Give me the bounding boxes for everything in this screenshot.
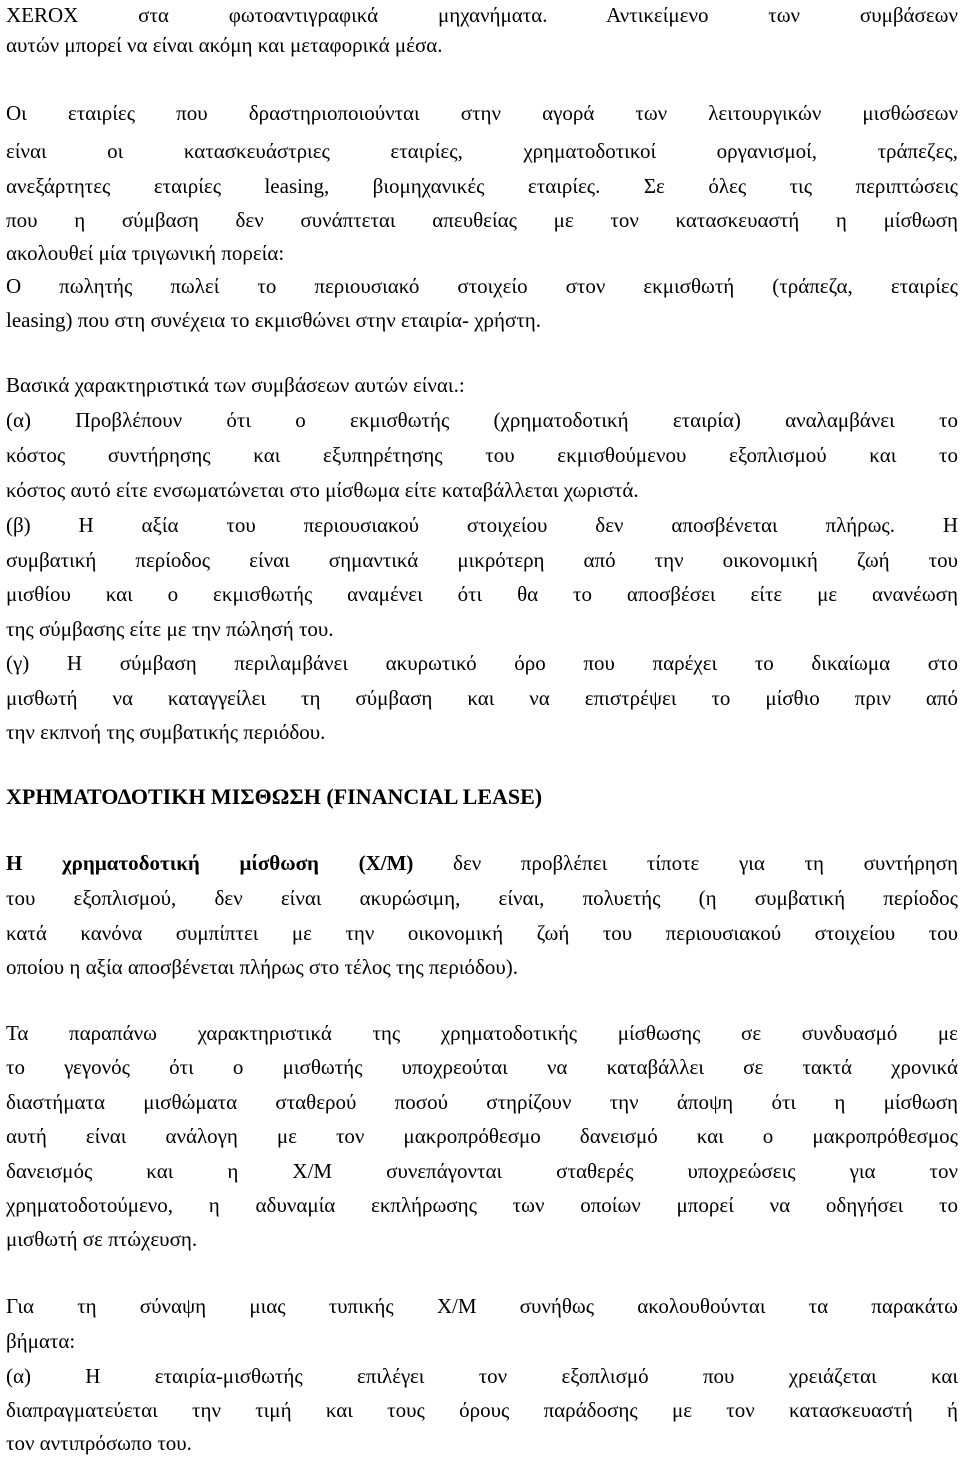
text-line: leasing) που στη συνέχεια το εκμισθώνει στην εταιρία- χρήστη.: [6, 308, 541, 332]
text-line: (β) Η αξία του περιουσιακού στοιχείου δεν αποσβένεται πλήρως. Η: [6, 513, 958, 537]
bold-term: Η χρηματοδοτική μίσθωση (Χ/Μ): [6, 851, 414, 875]
text-line: XEROX στα φωτοαντιγραφικά μηχανήματα. Αντικείμενο των συμβάσεων: [6, 3, 958, 27]
text-line: Οι εταιρίες που δραστηριοποιούνται στην αγορά των λειτουργικών μισθώσεων: [6, 101, 958, 125]
text-line: αυτών μπορεί να είναι ακόμη και μεταφορικά μέσα.: [6, 33, 443, 57]
text-line: διαστήματα μισθώματα σταθερού ποσού στηρίζουν την άποψη ότι η μίσθωση: [6, 1090, 958, 1114]
text-line: Για τη σύναψη μιας τυπικής Χ/Μ συνήθως ακολουθούνται τα παρακάτω: [6, 1294, 958, 1318]
text-line: που η σύμβαση δεν συνάπτεται απευθείας με τον κατασκευαστή η μίσθωση: [6, 208, 958, 232]
section-heading: ΧΡΗΜΑΤΟΔΟΤΙΚΗ ΜΙΣΘΩΣΗ (FINANCIAL LEASE): [6, 784, 543, 809]
text-line: συμβατική περίοδος είναι σημαντικά μικρότερη από την οικονομική ζωή του: [6, 548, 958, 572]
text-line: (α) Η εταιρία-μισθωτής επιλέγει τον εξοπλισμό που χρειάζεται και: [6, 1364, 958, 1388]
text-line: το γεγονός ότι ο μισθωτής υποχρεούται να καταβάλλει σε τακτά χρονικά: [6, 1055, 958, 1079]
text-line: δανεισμός και η Χ/Μ συνεπάγονται σταθερές υποχρεώσεις για τον: [6, 1159, 958, 1183]
text-line: μισθίου και ο εκμισθωτής αναμένει ότι θα το αποσβέσει είτε με ανανέωση: [6, 582, 958, 606]
text-line: [6, 848, 958, 878]
text-line: Ο πωλητής πωλεί το περιουσιακό στοιχείο στον εκμισθωτή (τράπεζα, εταιρίες: [6, 274, 958, 298]
text-line: (γ) Η σύμβαση περιλαμβάνει ακυρωτικό όρο που παρέχει το δικαίωμα στο: [6, 651, 958, 675]
text-line: οποίου η αξία αποσβένεται πλήρως στο τέλος της περιόδου).: [6, 955, 519, 979]
text-line: Βασικά χαρακτηριστικά των συμβάσεων αυτών είναι.:: [6, 373, 465, 397]
text-line: (α) Προβλέπουν ότι ο εκμισθωτής (χρηματοδοτική εταιρία) αναλαμβάνει το: [6, 408, 958, 432]
text-run: δεν προβλέπει τίποτε για τη συντήρηση: [413, 851, 958, 875]
text-line: αυτή είναι ανάλογη με τον μακροπρόθεσμο δανεισμό και ο μακροπρόθεσμος: [6, 1124, 958, 1148]
text-line: τον αντιπρόσωπο του.: [6, 1431, 192, 1455]
text-line: κόστος αυτό είτε ενσωματώνεται στο μίσθωμα είτε καταβάλλεται χωριστά.: [6, 478, 639, 502]
text-line: ανεξάρτητες εταιρίες leasing, βιομηχανικές εταιρίες. Σε όλες τις περιπτώσεις: [6, 174, 958, 198]
text-line: της σύμβασης είτε με την πώλησή του.: [6, 617, 334, 641]
text-line: την εκπνοή της συμβατικής περιόδου.: [6, 720, 326, 744]
text-line: ακολουθεί μία τριγωνική πορεία:: [6, 241, 285, 265]
text-line: διαπραγματεύεται την τιμή και τους όρους παράδοσης με τον κατασκευαστή ή: [6, 1398, 958, 1422]
text-line: του εξοπλισμού, δεν είναι ακυρώσιμη, είναι, πολυετής (η συμβατική περίοδος: [6, 886, 958, 910]
text-line: κόστος συντήρησης και εξυπηρέτησης του εκμισθούμενου εξοπλισμού και το: [6, 443, 958, 467]
text-line: κατά κανόνα συμπίπτει με την οικονομική ζωή του περιουσιακού στοιχείου του: [6, 921, 958, 945]
text-line: Τα παραπάνω χαρακτηριστικά της χρηματοδοτικής μίσθωσης σε συνδυασμό με: [6, 1021, 958, 1045]
text-line: μισθωτή να καταγγείλει τη σύμβαση και να επιστρέψει το μίσθιο πριν από: [6, 686, 958, 710]
text-line: είναι οι κατασκευάστριες εταιρίες, χρηματοδοτικοί οργανισμοί, τράπεζες,: [6, 139, 958, 163]
text-line: βήματα:: [6, 1329, 76, 1353]
text-line: μισθωτή σε πτώχευση.: [6, 1227, 198, 1251]
text-line: χρηματοδοτούμενο, η αδυναμία εκπλήρωσης των οποίων μπορεί να οδηγήσει το: [6, 1193, 958, 1217]
